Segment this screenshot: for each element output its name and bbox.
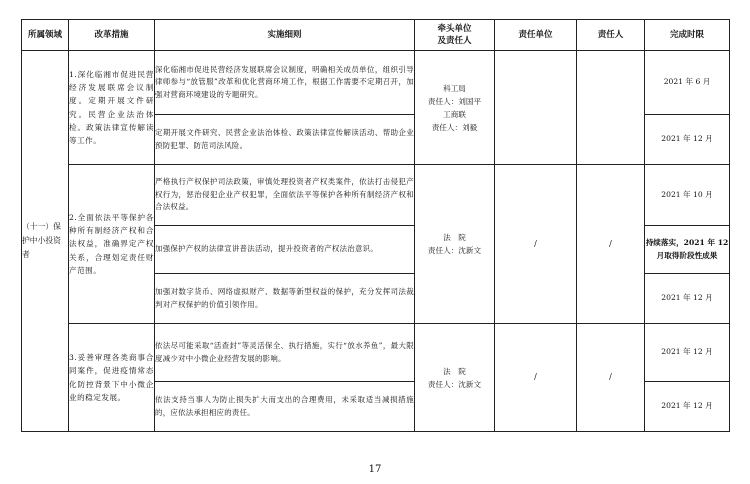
detail-cell: 加强保护产权的法律宣讲普法活动，提升投资者的产权法治意识。 bbox=[155, 226, 415, 274]
unit-cell bbox=[495, 51, 577, 165]
table-row bbox=[22, 51, 730, 115]
lead-unit-cell bbox=[415, 51, 495, 165]
header-person: 责任人 bbox=[577, 20, 645, 51]
page-number: 17 bbox=[368, 464, 382, 475]
deadline-cell: 2021 年 6 月 bbox=[645, 51, 730, 115]
lead-line: 工商联 bbox=[443, 109, 466, 119]
header-deadline: 完成时限 bbox=[645, 20, 730, 51]
lead-line: 责任人：刘毅 bbox=[431, 122, 478, 132]
table-row bbox=[22, 324, 730, 382]
person-cell: / bbox=[577, 324, 645, 432]
domain-cell: （十一）保护中小投资者 bbox=[22, 51, 69, 432]
header-lead-line1: 牵头单位 bbox=[437, 24, 472, 34]
person-cell: / bbox=[577, 165, 645, 324]
lead-unit-cell bbox=[415, 324, 495, 432]
header-domain: 所属领域 bbox=[22, 20, 69, 51]
lead-line: 责任人：沈新文 bbox=[427, 246, 482, 255]
detail-cell: 定期开展文件研究、民营企业法治体检、政策法律宣传解读活动、帮助企业预防犯罪、防范司法风险。 bbox=[155, 115, 415, 165]
detail-cell: 加强对数字货币、网络虚拟财产、数据等新型权益的保护，充分发挥司法裁判对产权保护的价值引领作用。 bbox=[155, 274, 415, 324]
header-detail: 实施细则 bbox=[155, 20, 415, 51]
deadline-cell: 2021 年 12 月 bbox=[645, 324, 730, 382]
detail-cell: 严格执行产权保护司法政策，审慎处理投资者产权类案件，依法打击侵犯产权行为，惩治侵犯企业产权犯罪，全面依法平等保护各种所有制经济产权和合法权益。 bbox=[155, 165, 415, 226]
deadline-cell: 2021 年 12 月 bbox=[645, 382, 730, 432]
measure-cell: 1.深化临湘市促进民营经济发展联席会议制度。定期开展文件研究。民营企业法治体检。政策法律宣传解读等工作。 bbox=[69, 51, 155, 165]
unit-cell: / bbox=[495, 324, 577, 432]
person-cell bbox=[577, 51, 645, 165]
deadline-cell: 2021 年 12 月 bbox=[645, 274, 730, 324]
measure-cell: 2.全面依法平等保护各种所有制经济产权和合法权益，准确界定产权关系，合理划定责任财产范围。 bbox=[69, 165, 155, 324]
detail-cell: 依法支持当事人为防止损失扩大而支出的合理费用，未采取适当减损措施的，应依法承担相应的责任。 bbox=[155, 382, 415, 432]
deadline-cell: 2021 年 10 月 bbox=[645, 165, 730, 226]
header-lead-unit bbox=[415, 20, 495, 51]
unit-cell: / bbox=[495, 165, 577, 324]
header-row bbox=[22, 20, 730, 51]
deadline-cell: 持续落实，2021 年 12 月取得阶段性成果 bbox=[645, 226, 730, 274]
detail-cell: 依法尽可能采取“活查封”等灵活保全、执行措施，实行“放水养鱼”，最大限度减少对中小微企业经营发展的影响。 bbox=[155, 324, 415, 382]
implementation-table bbox=[21, 19, 730, 432]
header-unit: 责任单位 bbox=[495, 20, 577, 51]
lead-line: 法 院 bbox=[443, 233, 466, 242]
header-measure: 改革措施 bbox=[69, 20, 155, 51]
lead-unit-cell bbox=[415, 165, 495, 324]
lead-line: 科工局 bbox=[443, 83, 466, 93]
measure-cell: 3.妥善审理各类商事合同案件，促进疫情常态化防控背景下中小微企业的稳定发展。 bbox=[69, 324, 155, 432]
deadline-cell: 2021 年 12 月 bbox=[645, 115, 730, 165]
detail-cell: 深化临湘市促进民营经济发展联席会议制度，明确相关成员单位，组织引导律师参与“放管服”改革和优化营商环境工作，根据工作需要不定期召开，加强对营商环境建设的专题研究。 bbox=[155, 51, 415, 115]
lead-line: 责任人：刘国平 bbox=[427, 96, 482, 106]
lead-line: 法 院 bbox=[443, 366, 466, 376]
table-row bbox=[22, 165, 730, 226]
header-lead-line2: 及责任人 bbox=[437, 36, 472, 46]
lead-line: 责任人：沈新文 bbox=[427, 379, 482, 389]
